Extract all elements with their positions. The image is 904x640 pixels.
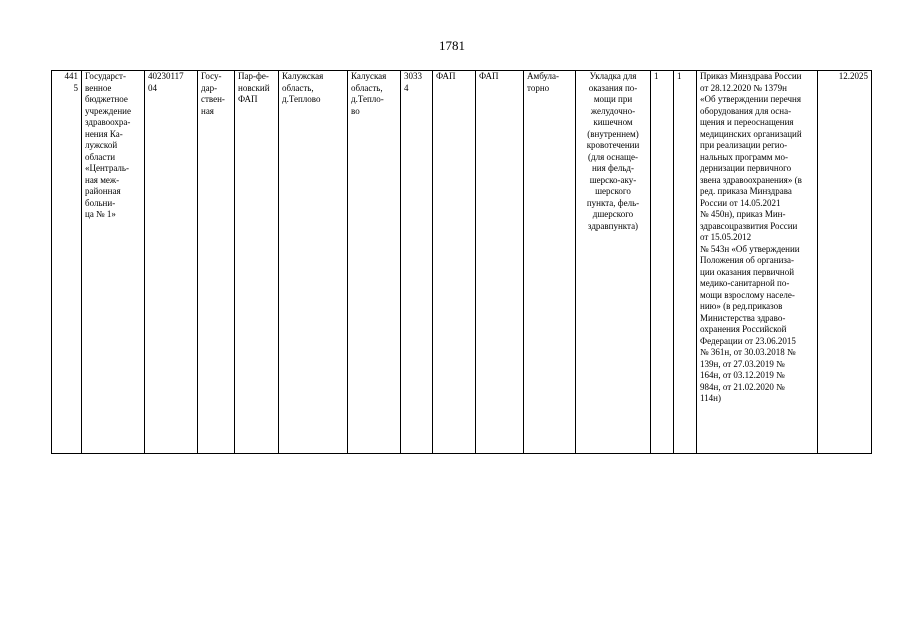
cell-text-line: «Централь- <box>85 163 130 173</box>
cell-text-line: здравпункта) <box>587 220 639 231</box>
cell-text-line: Госу- <box>201 71 222 81</box>
cell-text-line: 3033 <box>404 71 422 81</box>
cell-text-line: мощи взрослому населе- <box>700 289 795 300</box>
row-number-cell <box>52 71 82 454</box>
table-row <box>52 71 872 454</box>
cell-text-line: учреждение <box>85 105 131 116</box>
cell-text-line: шерского <box>595 186 631 196</box>
cell-text-line: от 15.05.2012 <box>700 232 752 242</box>
cell-text-line: ФАП <box>436 71 456 81</box>
cell-text-line: оборудования для осна- <box>700 105 792 116</box>
cell-text-line: больни- <box>85 197 116 208</box>
cell-text-line: дар- <box>201 82 218 93</box>
cell-text-line: звена здравоохранения» (в <box>700 174 802 185</box>
cell-text-line: Укладка для <box>589 71 637 81</box>
cell-text-line: мощи при <box>593 94 633 104</box>
cell-text-line: во <box>351 105 360 116</box>
cell-text-line: от 28.12.2020 № 1379н <box>700 82 787 93</box>
cell-text-line: венное <box>85 82 112 93</box>
cell-text-line: Пар-фе- <box>238 71 269 81</box>
cell-text-line: 12.2025 <box>838 71 868 81</box>
cell-text-line: 5 <box>73 82 78 93</box>
cell-text-line: дернизации первичного <box>700 163 792 173</box>
facility-type-cell <box>433 71 476 454</box>
cell-text-line: 164н, от 03.12.2019 № <box>700 370 785 380</box>
cell-text-line: медицинских организаций <box>700 128 802 139</box>
cell-text-line: шерско-аку- <box>589 174 637 185</box>
cell-text-line: Калуская <box>351 71 387 81</box>
cell-text-line: новский <box>238 82 270 93</box>
cell-text-line: 4 <box>404 82 409 93</box>
equipment-cell <box>576 71 651 454</box>
cell-text-line: торно <box>527 82 550 93</box>
cell-text-line: ная <box>201 105 214 116</box>
cell-text-line: кровотечении <box>586 140 640 150</box>
cell-text-line: ред. приказа Минздрава <box>700 186 792 196</box>
cell-text-line: нальных программ мо- <box>700 151 788 162</box>
organization-cell <box>82 71 145 454</box>
cell-text-line: Приказ Минздрава России <box>700 71 802 81</box>
cell-text-line: пункта, фель- <box>586 197 640 208</box>
facility-name-cell <box>235 71 279 454</box>
cell-text-line: Калужская <box>282 71 324 81</box>
cell-text-line: ния фельд- <box>591 163 635 173</box>
cell-text-line: 139н, от 27.03.2019 № <box>700 358 785 369</box>
cell-text-line: (для оснаще- <box>588 151 638 162</box>
cell-text-line: (внутреннем) <box>587 128 639 139</box>
cell-text-line: здравсоцразвития России <box>700 220 798 231</box>
cell-text-line: ФАП <box>238 94 258 104</box>
cell-text-line: Министерства здраво- <box>700 312 786 323</box>
cell-text-line: № 543н «Об утверждении <box>700 243 800 254</box>
cell-text-line: щения и переоснащения <box>700 117 794 127</box>
cell-text-line: ная меж- <box>85 174 120 185</box>
legal-basis-cell <box>697 71 818 454</box>
cell-text-line: нию» (в ред.приказов <box>700 301 783 311</box>
cell-text-line: 04 <box>148 82 157 93</box>
date-cell <box>818 71 872 454</box>
page-number: 1781 <box>439 38 465 53</box>
cell-text-line: д.Тепло- <box>351 94 384 104</box>
cell-text-line: области <box>85 151 116 162</box>
cell-text-line: медико-санитарной по- <box>700 278 790 288</box>
facility-type-alt-cell <box>476 71 524 454</box>
address-alt-cell <box>348 71 401 454</box>
cell-text-line: ствен- <box>201 94 225 104</box>
cell-text-line: 114н) <box>700 393 721 403</box>
cell-text-line: область, <box>282 82 314 93</box>
care-form-cell <box>524 71 576 454</box>
cell-text-line: желудочно- <box>590 105 636 116</box>
cell-text-line: ца № 1» <box>85 209 116 219</box>
quantity-cell <box>651 71 674 454</box>
cell-text-line: дшерского <box>592 209 634 219</box>
cell-text-line: здравоохра- <box>85 117 131 127</box>
cell-text-line: ФАП <box>479 71 499 81</box>
quantity-alt-cell <box>674 71 697 454</box>
cell-text-line: оказания по- <box>588 82 638 93</box>
cell-text-line: 984н, от 21.02.2020 № <box>700 381 785 392</box>
cell-text-line: кишечном <box>593 117 633 127</box>
cell-text-line: «Об утверждении перечня <box>700 94 802 104</box>
cell-text-line: область, <box>351 82 383 93</box>
cell-text-line: 1 <box>677 71 682 81</box>
cell-text-line: Амбула- <box>527 71 560 81</box>
inn-cell <box>145 71 198 454</box>
document-table <box>51 70 872 454</box>
address-cell <box>279 71 348 454</box>
cell-text-line: Положения об организа- <box>700 255 794 265</box>
ownership-cell <box>198 71 235 454</box>
cell-text-line: охранения Российской <box>700 324 787 334</box>
cell-text-line: № 361н, от 30.03.2018 № <box>700 347 796 357</box>
cell-text-line: нения Ка- <box>85 128 123 139</box>
cell-text-line: № 450н), приказ Мин- <box>700 209 786 219</box>
cell-text-line: России от 14.05.2021 <box>700 197 781 208</box>
cell-text-line: Государст- <box>85 71 126 81</box>
cell-text-line: ции оказания первичной <box>700 266 795 277</box>
cell-text-line: лужской <box>85 140 118 150</box>
cell-text-line: при реализации регио- <box>700 140 788 150</box>
cell-text-line: д.Теплово <box>282 94 321 104</box>
cell-text-line: Федерации от 23.06.2015 <box>700 335 796 346</box>
cell-text-line: 1 <box>654 71 659 81</box>
cell-text-line: районная <box>85 186 121 196</box>
cell-text-line: бюджетное <box>85 94 128 104</box>
cell-text-line: 441 <box>64 71 78 81</box>
cell-text-line: 40230117 <box>148 71 184 81</box>
code-cell <box>401 71 433 454</box>
